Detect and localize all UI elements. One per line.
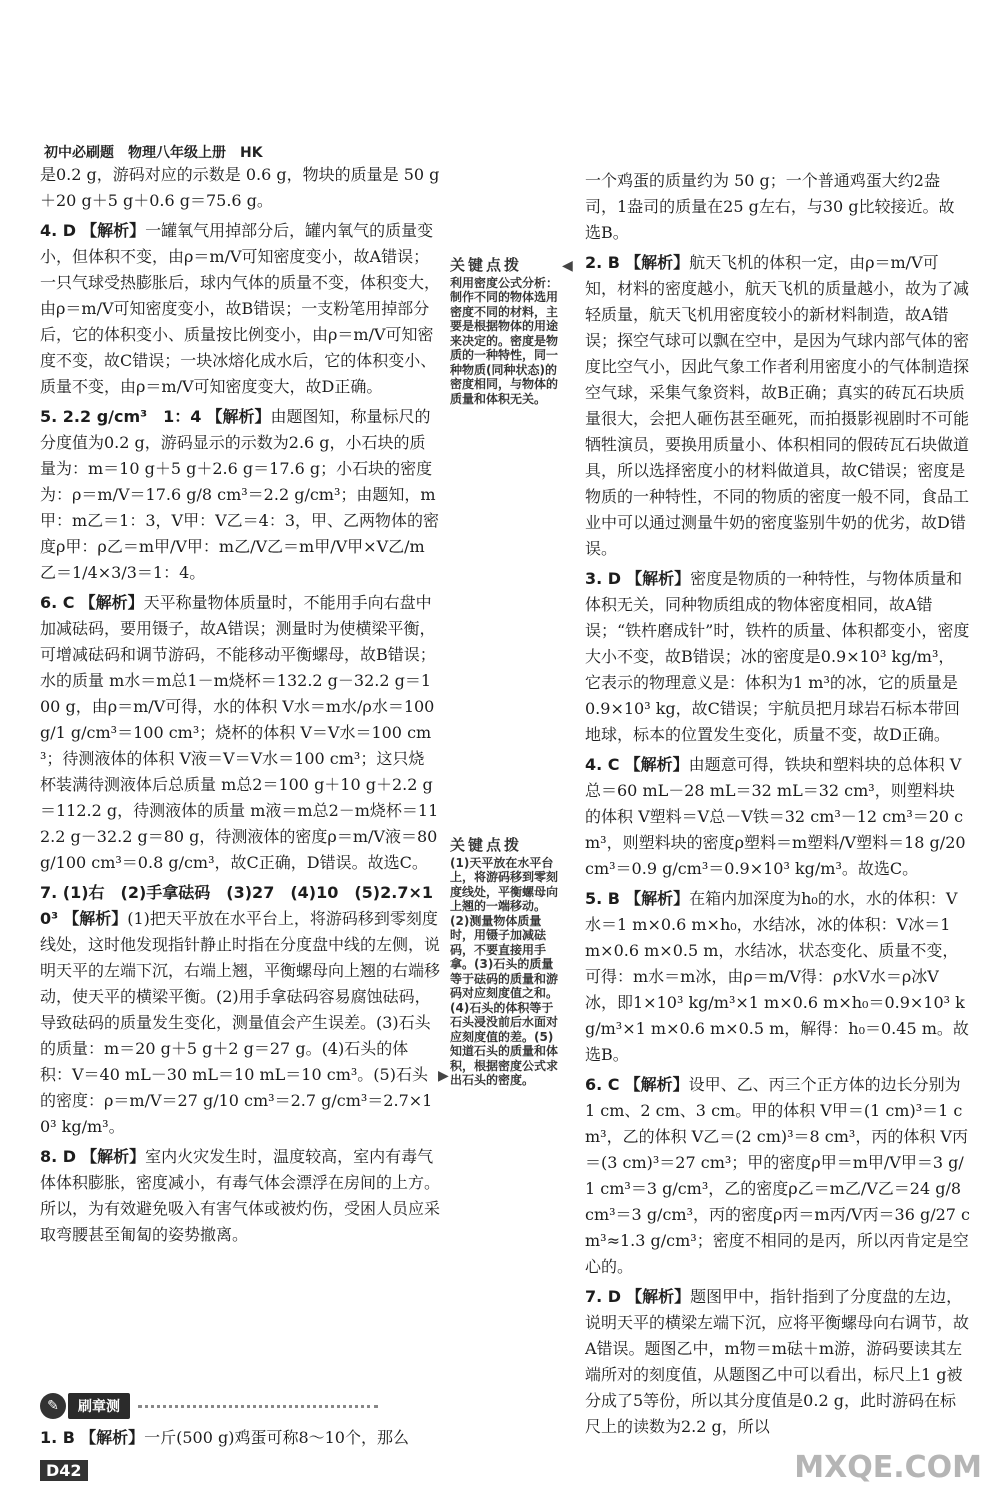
answer-text: 航天飞机的体积一定，由ρ＝m/V可知，材料的密度越小，航天飞机的质量越小，故为了减轻质量，航天飞机用密度较小的新材料制造，故A错误；探空气球可以飘在空中，是因为气球内部气体的密度比空气小，因此气象工作者利用密度小的气体制造探空气球，采集气象资料，故B正确；真实的砖瓦石块质量很大，会把人砸伤甚至砸死，而拍摄影视剧时不可能牺牲演员，要换用质量小、体积相同的假砖瓦石块做道具，所以选择密度小的材料做道具，故C错误；密度是物质的一种特性，不同的物质的密度一般不同，食品工业中可以通过测量牛奶的密度鉴别牛奶的优劣，故D错误。 (585, 253, 970, 558)
answer-number: 2. B (585, 253, 620, 272)
key-point-title: 关键点拨 (450, 256, 523, 274)
answer-text: 一个鸡蛋的质量约为 50 g；一个普通鸡蛋大约2盎司，1盎司的质量在25 g左右，与30 g比较接近。故选B。 (585, 171, 955, 242)
answer-number: 7. (1)右 (2)手拿砝码 (3)27 (4)10 (5)2.7×10³ (40, 883, 433, 928)
answer-number: 6. C (585, 1075, 620, 1094)
answer-item (40, 1425, 440, 1451)
section-header (40, 1393, 378, 1419)
answer-number: 7. D (585, 1287, 622, 1306)
analysis-tag: 【解析】 (626, 1287, 691, 1306)
answer-item (585, 1072, 970, 1280)
pointer-arrow-icon: ▶ (438, 1068, 449, 1084)
answer-item (40, 404, 440, 586)
key-point-title: 关键点拨 (450, 836, 523, 854)
key-point-note (450, 258, 562, 406)
answer-text: 一罐氧气用掉部分后，罐内氧气的质量变小，但体积不变，由ρ＝m/V可知密度变小，故A错误；一只气球受热膨胀后，球内气体的质量不变，体积变大，由ρ＝m/V可知密度变小，故B错误；一支粉笔用掉部分后，它的体积变小、质量按比例变小，由ρ＝m/V可知密度不变，故C错误；一块冰熔化成水后，它的体积变小、质量不变，由ρ＝m/V可知密度变大，故D正确。 (40, 221, 441, 396)
dotted-divider (138, 1405, 378, 1408)
analysis-tag: 【解析】 (206, 407, 271, 426)
analysis-tag: 【解析】 (625, 253, 690, 272)
answer-text: (1)把天平放在水平台上，将游码移到零刻度线处，这时他发现指针静止时指在分度盘中线的左侧，说明天平的左端下沉，右端上翘，平衡螺母向上翘的右端移动，使天平的横梁平衡。(2)用手拿砝码容易腐蚀砝码，导致砝码的质量发生变化，测量值会产生误差。(3)石头的质量：m＝20 g＋5 g＋2 g＝27 g。(4)石头的体积：V＝40 mL－30 mL＝10 mL＝10 cm³。(5)石头的密度：ρ＝m/V＝27 g/10 cm³＝2.7 g/cm³＝2.7×10³ kg/m³。 (40, 909, 441, 1136)
answer-number: 3. D (585, 569, 622, 588)
watermark: MXQE.COM (794, 1450, 982, 1485)
analysis-tag: 【解析】 (625, 889, 690, 908)
answer-item (40, 218, 440, 400)
analysis-tag: 【解析】 (81, 221, 146, 240)
left-column (40, 162, 440, 1252)
answer-number: 4. C (585, 755, 620, 774)
answer-text: 在箱内加深度为h₀的水，水的体积：V水＝1 m×0.6 m×h₀，水结冰，冰的体积：V冰＝1 m×0.6 m×0.5 m，水结冰，状态变化、质量不变，可得：m水＝m冰，由ρ＝m/V得：ρ水V水＝ρ冰V冰，即1×10³ kg/m³×1 m×0.6 m×h₀＝0.9×10³ kg/m³×1 m×0.6 m×0.5 m，解得：h₀＝0.45 m。故选B。 (585, 889, 969, 1064)
answer-number: 4. D (40, 221, 77, 240)
book-header: 初中必刷题 物理八年级上册 HK (44, 145, 263, 161)
analysis-tag: 【解析】 (81, 1147, 146, 1166)
answer-number: 1. B (40, 1428, 75, 1447)
answer-item (585, 168, 970, 246)
answer-text: 由题图知，称量标尺的分度值为0.2 g，游码显示的示数为2.6 g，小石块的质量为：m＝10 g＋5 g＋2.6 g＝17.6 g；小石块的密度为：ρ＝m/V＝17.6 g/8 cm³＝2.2 g/cm³；由题知，m甲：m乙＝1：3，V甲：V乙＝4：3，甲、乙两物体的密度ρ甲：ρ乙＝m甲/V甲：m乙/V乙＝m甲/V甲×V乙/m乙＝1/4×3/3＝1：4。 (40, 407, 440, 582)
answer-item (40, 880, 440, 1140)
answer-item (40, 162, 440, 214)
answer-number: 5. 2.2 g/cm³ 1：4 (40, 407, 202, 426)
analysis-tag: 【解析】 (624, 755, 689, 774)
answer-item (40, 1144, 440, 1248)
answer-text: 设甲、乙、丙三个正方体的边长分别为1 cm、2 cm、3 cm。甲的体积 V甲＝(1 cm)³＝1 cm³，乙的体积 V乙＝(2 cm)³＝8 cm³，丙的体积 V丙＝(3 cm)³＝27 cm³；甲的密度ρ甲＝m甲/V甲＝3 g/1 cm³＝3 g/cm³，乙的密度ρ乙＝m乙/V乙＝24 g/8 cm³＝3 g/cm³，丙的密度ρ丙＝m丙/V丙＝36 g/27 cm³≈1.3 g/cm³；密度不相同的是丙，所以丙肯定是空心的。 (585, 1075, 971, 1276)
analysis-tag: 【解析】 (626, 569, 691, 588)
answer-item (585, 566, 970, 748)
analysis-tag: 【解析】 (624, 1075, 689, 1094)
key-point-text: 利用密度公式分析：制作不同的物体选用密度不同的材料，主要是根据物体的用途来决定的。密度是物质的一种特性，同一种物质(同种状态)的密度相同，与物体的质量和体积无关。 (450, 275, 559, 406)
right-column (585, 168, 970, 1444)
answer-text: 天平称量物体质量时，不能用手向右盘中加减砝码，要用镊子，故A错误；测量时为使横梁平衡，可增减砝码和调节游码，不能移动平衡螺母，故B错误；水的质量 m水＝m总1－m烧杯＝132.2 g－32.2 g＝100 g，由ρ＝m/V可得，水的体积 V水＝m水/ρ水＝100 g/1 g/cm³＝100 cm³；烧杯的体积 V＝V水＝100 cm³；待测液体的体积 V液＝V＝V水＝100 cm³；这只烧杯装满待测液体后总质量 m总2＝100 g＋10 g＋2.2 g＝112.2 g，待测液体的质量 m液＝m总2－m烧杯＝112.2 g－32.2 g＝80 g，待测液体的密度ρ＝m/V液＝80 g/100 cm³＝0.8 g/cm³，故C正确，D错误。故选C。 (40, 593, 439, 872)
answer-item (585, 250, 970, 562)
answer-number: 8. D (40, 1147, 77, 1166)
answer-item (585, 886, 970, 1068)
pointer-arrow-icon: ◀ (562, 258, 573, 274)
pen-icon: ✎ (40, 1393, 66, 1419)
analysis-tag: 【解析】 (79, 593, 144, 612)
answer-text: 一斤(500 g)鸡蛋可称8～10个，那么 (144, 1428, 409, 1447)
section-label: 刷章测 (68, 1393, 130, 1419)
answer-text: 密度是物质的一种特性，与物体质量和体积无关，同种物质组成的物体密度相同，故A错误；“铁杵磨成针”时，铁杵的质量、体积都变小，密度大小不变，故B错误；冰的密度是0.9×10³ kg/m³，它表示的物理意义是：体积为1 m³的冰，它的质量是0.9×10³ kg，故C错误；宇航员把月球岩石标本带回地球，标本的位置发生变化，质量不变，故D正确。 (585, 569, 970, 744)
answer-text: 题图甲中，指针指到了分度盘的左边，说明天平的横梁左端下沉，应将平衡螺母向右调节，故A错误。题图乙中，m物＝m砝＋m游，游码要读其左端所对的刻度值，从题图乙中可以看出，标尺上1 g被分成了5等份，所以其分度值是0.2 g，此时游码在标尺上的读数为2.2 g，所以 (585, 1287, 970, 1436)
answer-number: 6. C (40, 593, 75, 612)
answer-text: 是0.2 g，游码对应的示数是 0.6 g，物块的质量是 50 g＋20 g＋5 g＋0.6 g＝75.6 g。 (40, 165, 440, 210)
answer-text: 室内火灾发生时，温度较高，室内有毒气体体积膨胀，密度减小，有毒气体会漂浮在房间的上方。所以，为有效避免吸入有害气体或被灼伤，受困人员应采取弯腰甚至匍匐的姿势撤离。 (40, 1147, 441, 1244)
answer-number: 5. B (585, 889, 620, 908)
answer-item (585, 752, 970, 882)
analysis-tag: 【解析】 (80, 1428, 145, 1447)
analysis-tag: 【解析】 (63, 909, 128, 928)
key-point-note (450, 838, 562, 1088)
key-point-text: (1)天平放在水平台上，将游码移到零刻度线处，平衡螺母向上翘的一端移动。(2)测量物体质量时，用镊子加减砝码，不要直接用手拿。(3)石头的质量等于砝码的质量和游码对应刻度值之和。(4)石头的体积等于石头浸没前后水面对应刻度值的差。(5)知道石头的质量和体积，根据密度公式求出石头的密度。 (450, 855, 559, 1087)
page-number: D42 (40, 1460, 88, 1481)
answer-item (40, 590, 440, 876)
answer-text: 由题意可得，铁块和塑料块的总体积 V总＝60 mL－28 mL＝32 mL＝32 cm³，则塑料块的体积 V塑料＝V总－V铁＝32 cm³－12 cm³＝20 cm³，则塑料块的密度ρ塑料＝m塑料/V塑料＝18 g/20 cm³＝0.9 g/cm³＝0.9×10³ kg/m³。故选C。 (585, 755, 966, 878)
answer-item (585, 1284, 970, 1440)
